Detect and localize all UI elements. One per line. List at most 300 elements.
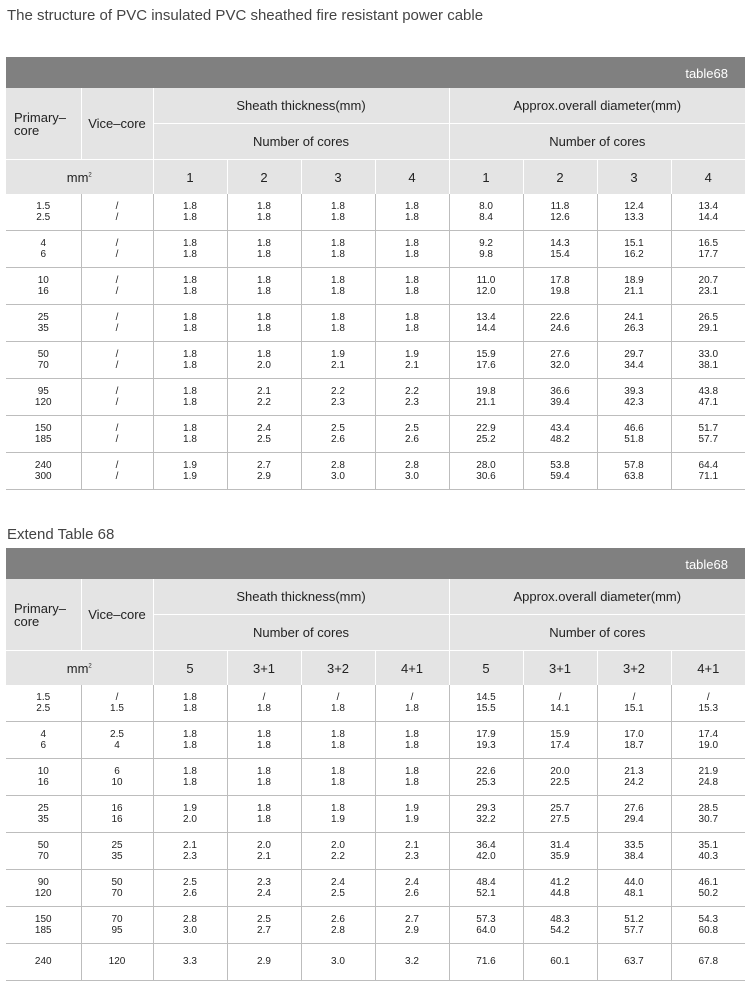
table-cell [6, 722, 81, 759]
table-cell [153, 379, 227, 416]
cell-value: 16 [111, 802, 123, 814]
vice-core-header: Vice–core [81, 579, 153, 651]
table-cell [375, 342, 449, 379]
cell-value: 19.0 [698, 740, 719, 751]
cell-value: 2.4 [331, 876, 345, 888]
cell-value: 15.3 [698, 703, 719, 714]
cell-value: 2.6 [331, 434, 345, 445]
cell-value: 19.8 [550, 286, 570, 297]
cell-value: 2.7 [257, 459, 271, 471]
table-cell [6, 833, 81, 870]
table-cell [6, 379, 81, 416]
table-cell [523, 416, 597, 453]
cell-value: 11.0 [476, 274, 496, 286]
table-cell [153, 833, 227, 870]
table-cell [597, 453, 671, 490]
cell-value: 16 [111, 814, 123, 825]
cell-value: 21.9 [698, 765, 719, 777]
table-cell [597, 268, 671, 305]
cell-value: 1.8 [183, 286, 197, 297]
table-cell [81, 268, 153, 305]
table-cell [375, 231, 449, 268]
cell-value: 10 [37, 274, 49, 286]
table-cell [81, 759, 153, 796]
table-cell [227, 685, 301, 722]
table-row [6, 685, 745, 722]
table-cell [6, 231, 81, 268]
cell-value: 1.8 [183, 360, 197, 371]
table-cell [375, 722, 449, 759]
diameter-core-count-header: 3 [597, 160, 671, 195]
cell-value: 1.8 [405, 765, 419, 777]
table-cell [597, 231, 671, 268]
cell-value: 2.8 [331, 459, 345, 471]
table-cell [523, 685, 597, 722]
cell-value: 1.8 [405, 286, 419, 297]
cell-value: 57.3 [476, 913, 496, 925]
cell-value: 29.3 [476, 802, 496, 814]
table-cell [523, 796, 597, 833]
cell-value: 2.1 [405, 839, 419, 851]
cell-value: / [336, 691, 340, 703]
cell-value: / [115, 237, 119, 249]
table-cell [597, 722, 671, 759]
cell-value: 1.8 [257, 249, 271, 260]
cell-value: 22.9 [476, 422, 496, 434]
cell-value: 20.0 [550, 765, 570, 777]
cell-value: 28.0 [476, 459, 496, 471]
cell-value: 2.5 [405, 422, 419, 434]
cell-value: 9.2 [479, 237, 493, 249]
cell-value: 2.5 [331, 888, 345, 899]
table-cell [523, 453, 597, 490]
cell-value: 4 [40, 728, 47, 740]
diameter-core-count-header: 1 [449, 160, 523, 195]
table-cell [301, 231, 375, 268]
cell-value: 2.7 [257, 925, 271, 936]
table-cell [153, 944, 227, 981]
cell-value: 23.1 [698, 286, 719, 297]
sheath-core-count-header: 1 [153, 160, 227, 195]
cell-value: 120 [34, 397, 52, 408]
cell-value: 90 [37, 876, 49, 888]
cell-value: 1.8 [405, 740, 419, 751]
cell-value: 22.5 [550, 777, 570, 788]
table-cell [375, 194, 449, 231]
table-cell [597, 870, 671, 907]
table-cell [671, 833, 745, 870]
table-cell [523, 759, 597, 796]
overall-diameter-header: Approx.overall diameter(mm) [449, 88, 745, 124]
table-cell [449, 870, 523, 907]
cell-value: 59.4 [550, 471, 570, 482]
table-cell [375, 870, 449, 907]
cell-value: 2.0 [331, 839, 345, 851]
cell-value: 1.8 [405, 728, 419, 740]
cell-value: 14.4 [698, 212, 719, 223]
table-cell [6, 759, 81, 796]
extend-table-title: Extend Table 68 [7, 526, 115, 543]
cell-value: 1.8 [331, 311, 345, 323]
table-cell [6, 796, 81, 833]
table-cell [153, 907, 227, 944]
cell-value: 19.3 [476, 740, 496, 751]
table-cell [671, 305, 745, 342]
diameter-core-count-header: 4 [671, 160, 745, 195]
cell-value: 63.8 [624, 471, 644, 482]
table-cell [671, 722, 745, 759]
table-row [6, 907, 745, 944]
cell-value: 15.5 [476, 703, 496, 714]
cell-value: / [706, 691, 710, 703]
table-row [6, 305, 745, 342]
cell-value: 30.6 [476, 471, 496, 482]
table-cell [523, 342, 597, 379]
table-cell [523, 231, 597, 268]
unit-superscript: 2 [88, 663, 92, 670]
cell-value: 52.1 [476, 888, 496, 899]
cell-value: 1.8 [331, 249, 345, 260]
cell-value: 1.8 [257, 286, 271, 297]
cell-value: 1.9 [183, 802, 197, 814]
cell-value: 25.7 [550, 802, 570, 814]
cell-value: 1.8 [257, 348, 271, 360]
primary-core-header [6, 88, 81, 160]
table-cell [375, 796, 449, 833]
cell-value: 1.8 [257, 740, 271, 751]
cell-value: 26.3 [624, 323, 644, 334]
cell-value: 17.6 [476, 360, 496, 371]
table-cell [153, 722, 227, 759]
table-row [6, 416, 745, 453]
cell-value: 2.6 [405, 434, 419, 445]
table-cell [227, 907, 301, 944]
cell-value: 1.8 [183, 777, 197, 788]
cell-value: 300 [34, 471, 52, 482]
cell-value: 14.5 [476, 691, 496, 703]
cell-value: 2.0 [183, 814, 197, 825]
table-body [6, 194, 745, 490]
cell-value: 1.8 [331, 728, 345, 740]
table-cell [449, 194, 523, 231]
table-row [6, 870, 745, 907]
table-tag-bar: table68 [6, 548, 745, 579]
cell-value: 2.3 [257, 876, 271, 888]
cell-value: 1.8 [257, 212, 271, 223]
cell-value: / [115, 200, 119, 212]
sheath-core-count-header: 3 [301, 160, 375, 195]
cell-value: 42.0 [476, 851, 496, 862]
cell-value: 40.3 [698, 851, 719, 862]
cell-value: 44.0 [624, 876, 644, 888]
cell-value: 67.8 [698, 956, 719, 968]
table-cell [227, 833, 301, 870]
cell-value: 120 [34, 888, 52, 899]
cell-value: / [115, 212, 119, 223]
table-cell [227, 194, 301, 231]
cell-value: 1.8 [183, 728, 197, 740]
cell-value: 54.3 [698, 913, 719, 925]
cell-value: 15.4 [550, 249, 570, 260]
cell-value: 12.4 [624, 200, 644, 212]
table-cell [523, 722, 597, 759]
cell-value: 48.2 [550, 434, 570, 445]
cell-value: / [115, 348, 119, 360]
cell-value: 185 [34, 925, 52, 936]
cable-table-68-extended [6, 548, 745, 981]
cell-value: 17.8 [550, 274, 570, 286]
diameter-core-count-header: 4+1 [671, 651, 745, 686]
cell-value: 29.1 [698, 323, 719, 334]
cell-value: 2.1 [405, 360, 419, 371]
cell-value: 1.8 [257, 777, 271, 788]
cell-value: 47.1 [698, 397, 719, 408]
cell-value: 1.8 [331, 740, 345, 751]
table-cell [449, 342, 523, 379]
table-cell [597, 342, 671, 379]
cell-value: 3.0 [331, 471, 345, 482]
cell-value: 27.6 [550, 348, 570, 360]
cell-value: 38.4 [624, 851, 644, 862]
cell-value: 1.8 [183, 274, 197, 286]
cell-value: 34.4 [624, 360, 644, 371]
cell-value: 36.4 [476, 839, 496, 851]
cell-value: 1.8 [257, 703, 271, 714]
table-cell [81, 342, 153, 379]
cell-value: 1.9 [331, 348, 345, 360]
cell-value: / [410, 691, 414, 703]
primary-core-header-line: core [14, 122, 40, 138]
table-cell [301, 796, 375, 833]
cell-value: 35 [37, 323, 49, 334]
cell-value: 1.8 [331, 777, 345, 788]
table-cell [301, 305, 375, 342]
cell-value: / [115, 249, 119, 260]
cell-value: 1.8 [183, 200, 197, 212]
cell-value: 57.7 [698, 434, 719, 445]
cell-value: 51.7 [698, 422, 719, 434]
table-cell [301, 194, 375, 231]
cell-value: 1.8 [331, 212, 345, 223]
table-row [6, 453, 745, 490]
table-cell [301, 907, 375, 944]
table-cell [449, 796, 523, 833]
table-cell [449, 944, 523, 981]
cell-value: 14.1 [550, 703, 570, 714]
cell-value: 1.8 [183, 765, 197, 777]
cell-value: 39.4 [550, 397, 570, 408]
cell-value: 1.8 [331, 802, 345, 814]
cell-value: 50 [37, 839, 49, 851]
table-cell [301, 685, 375, 722]
cell-value: 12.6 [550, 212, 570, 223]
cell-value: 2.5 [257, 913, 271, 925]
table-cell [6, 194, 81, 231]
table-body [6, 685, 745, 981]
table-cell [671, 342, 745, 379]
table-cell [671, 685, 745, 722]
cell-value: 22.6 [550, 311, 570, 323]
cell-value: 3.0 [331, 956, 345, 968]
unit-superscript: 2 [88, 172, 92, 179]
cell-value: 18.9 [624, 274, 644, 286]
table-cell [6, 685, 81, 722]
cell-value: 25 [37, 311, 49, 323]
page-title: The structure of PVC insulated PVC sheathed fire resistant power cable [7, 7, 484, 24]
cell-value: 2.1 [257, 851, 271, 862]
table-cell [6, 944, 81, 981]
table-cell [523, 305, 597, 342]
table-cell [671, 907, 745, 944]
cell-value: 2.9 [405, 925, 419, 936]
cell-value: 46.1 [698, 876, 719, 888]
table-cell [6, 342, 81, 379]
table-cell [375, 944, 449, 981]
cell-value: 33.0 [698, 348, 719, 360]
cell-value: / [115, 422, 119, 434]
data-table [6, 88, 745, 490]
diameter-number-of-cores-header: Number of cores [449, 615, 745, 651]
cell-value: 1.8 [183, 237, 197, 249]
cell-value: 1.8 [405, 274, 419, 286]
cell-value: 50.2 [698, 888, 719, 899]
cell-value: 1.8 [183, 348, 197, 360]
table-cell [227, 722, 301, 759]
cell-value: 22.6 [476, 765, 496, 777]
cell-value: 1.8 [183, 422, 197, 434]
table-cell [375, 416, 449, 453]
cell-value: 42.3 [624, 397, 644, 408]
cell-value: 2.6 [405, 888, 419, 899]
cell-value: 3.0 [183, 925, 197, 936]
cell-value: 1.8 [183, 703, 197, 714]
table-cell [449, 722, 523, 759]
cell-value: 3.0 [405, 471, 419, 482]
cell-value: 16 [37, 777, 49, 788]
cell-value: 2.7 [405, 913, 419, 925]
cell-value: 185 [34, 434, 52, 445]
cell-value: 1.8 [183, 740, 197, 751]
cell-value: 39.3 [624, 385, 644, 397]
table-cell [301, 722, 375, 759]
primary-core-header-line: Primary– [14, 109, 67, 125]
cell-value: 1.8 [257, 274, 271, 286]
table-cell [597, 833, 671, 870]
cell-value: 2.6 [183, 888, 197, 899]
cell-value: 9.8 [479, 249, 493, 260]
cell-value: 2.1 [183, 839, 197, 851]
table-cell [6, 907, 81, 944]
table-cell [81, 833, 153, 870]
table-cell [597, 305, 671, 342]
cell-value: 1.8 [257, 323, 271, 334]
cell-value: 2.3 [405, 851, 419, 862]
cell-value: 2.9 [257, 956, 271, 968]
cell-value: 41.2 [550, 876, 570, 888]
table-cell [523, 907, 597, 944]
table-cell [671, 759, 745, 796]
table-cell [375, 833, 449, 870]
cell-value: 36.6 [550, 385, 570, 397]
table-cell [301, 379, 375, 416]
table-cell [6, 416, 81, 453]
table-cell [449, 379, 523, 416]
table-row [6, 268, 745, 305]
cell-value: 32.2 [476, 814, 496, 825]
primary-core-header [6, 579, 81, 651]
cell-value: 25.2 [476, 434, 496, 445]
cell-value: 14.3 [550, 237, 570, 249]
cell-value: 1.8 [405, 200, 419, 212]
cell-value: 2.5 [331, 422, 345, 434]
table-cell [523, 268, 597, 305]
table-cell [301, 342, 375, 379]
table-cell [375, 453, 449, 490]
overall-diameter-header: Approx.overall diameter(mm) [449, 579, 745, 615]
table-cell [227, 944, 301, 981]
cell-value: 1.8 [257, 237, 271, 249]
cell-value: 150 [34, 913, 52, 925]
cell-value: / [115, 385, 119, 397]
cell-value: 2.5 [36, 703, 51, 714]
cell-value: 71.6 [476, 956, 496, 968]
cell-value: / [115, 434, 119, 445]
cell-value: 51.8 [624, 434, 644, 445]
cell-value: 2.2 [405, 385, 419, 397]
table-cell [301, 833, 375, 870]
cell-value: 17.0 [624, 728, 644, 740]
cell-value: 1.5 [36, 200, 51, 212]
cell-value: 32.0 [550, 360, 570, 371]
table-cell [153, 453, 227, 490]
table-cell [227, 870, 301, 907]
table-cell [227, 379, 301, 416]
cell-value: 44.8 [550, 888, 570, 899]
unit-label: mm [66, 169, 89, 185]
unit-mm2-header [6, 160, 153, 195]
primary-core-header-line: Primary– [14, 600, 67, 616]
sheath-core-count-header: 3+2 [301, 651, 375, 686]
table-cell [227, 305, 301, 342]
cell-value: 33.5 [624, 839, 644, 851]
table-cell [597, 194, 671, 231]
cell-value: 26.5 [698, 311, 719, 323]
cell-value: 1.8 [405, 249, 419, 260]
table-cell [449, 685, 523, 722]
table-row [6, 722, 745, 759]
cell-value: 43.4 [550, 422, 570, 434]
cell-value: 1.8 [257, 802, 271, 814]
cell-value: 1.8 [183, 397, 197, 408]
cell-value: 48.1 [624, 888, 644, 899]
cell-value: 1.8 [183, 212, 197, 223]
cell-value: 1.8 [331, 274, 345, 286]
table-cell [81, 944, 153, 981]
table-cell [449, 416, 523, 453]
cell-value: 1.8 [405, 237, 419, 249]
diameter-core-count-header: 3+1 [523, 651, 597, 686]
table-cell [597, 796, 671, 833]
cell-value: 16 [37, 286, 49, 297]
table-header [6, 88, 745, 194]
table-cell [227, 342, 301, 379]
table-cell [523, 379, 597, 416]
cell-value: 1.9 [331, 814, 345, 825]
diameter-core-count-header: 2 [523, 160, 597, 195]
cell-value: 60.8 [698, 925, 719, 936]
cell-value: 2.3 [183, 851, 197, 862]
table-cell [597, 379, 671, 416]
